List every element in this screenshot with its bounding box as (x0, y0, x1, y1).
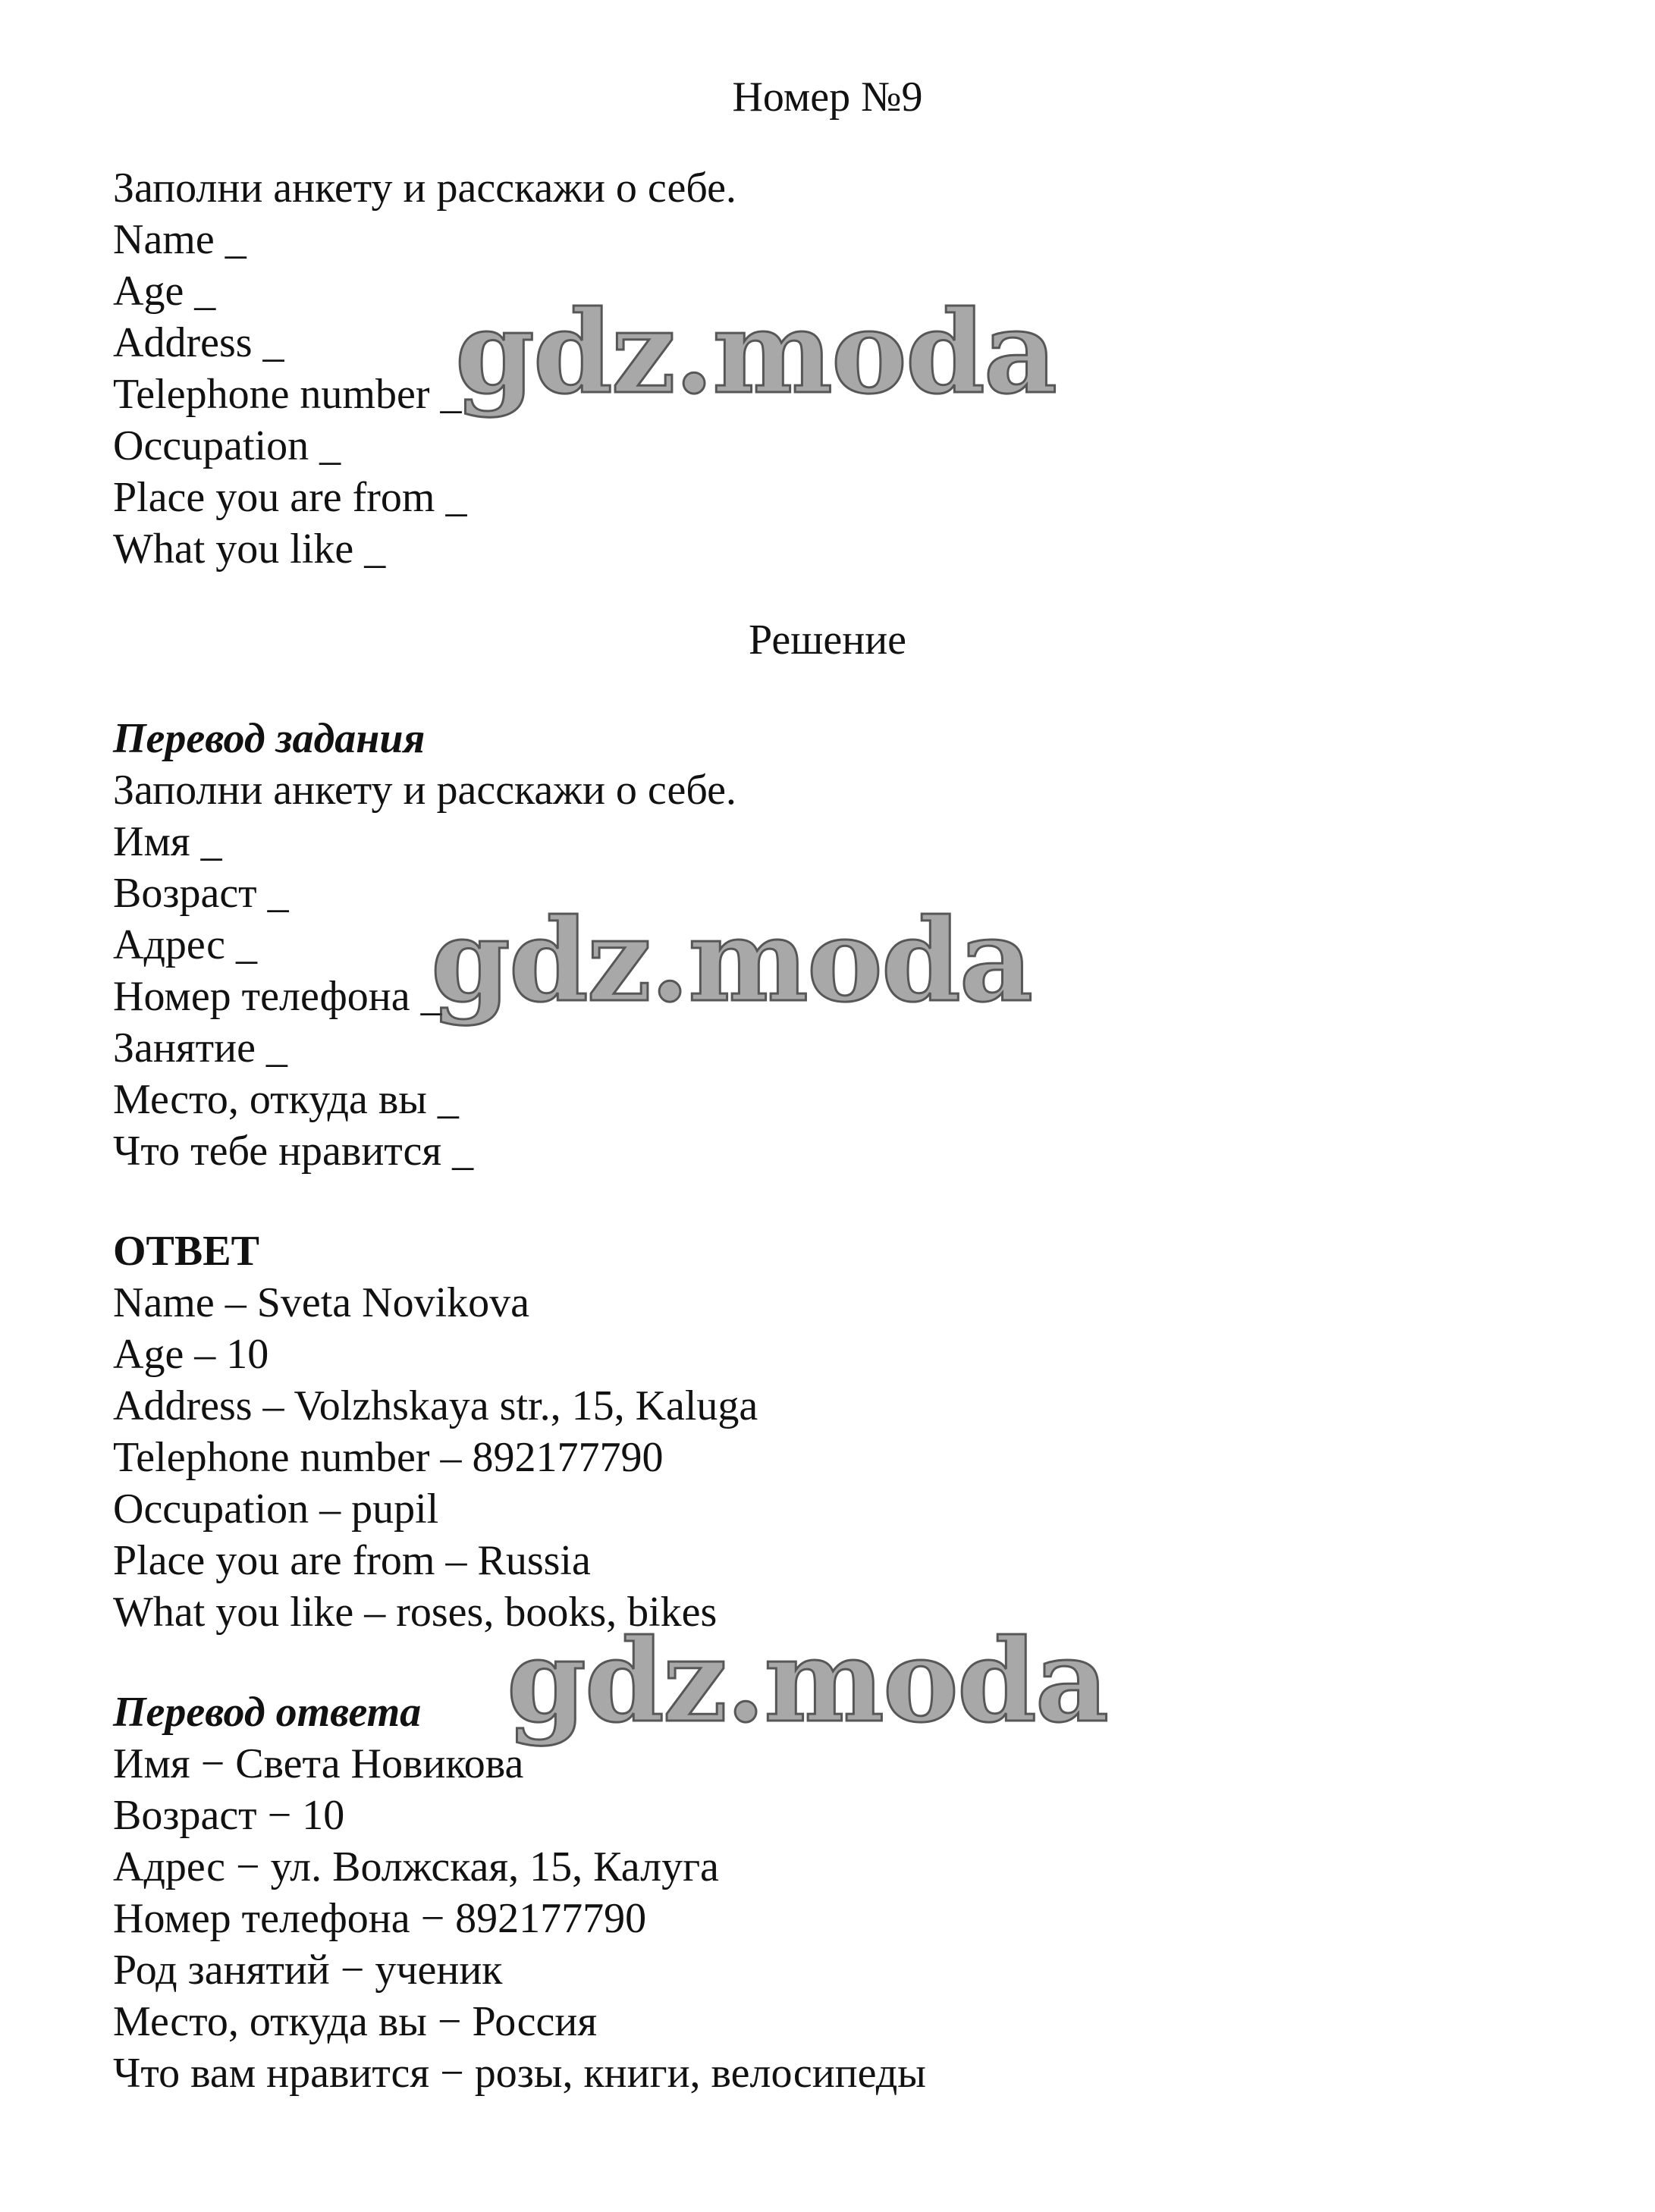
answer-line-age: Age – 10 (113, 1331, 269, 1378)
task-translation-field-place: Место, откуда вы _ (113, 1076, 459, 1123)
watermark-logo: gdz.moda (455, 286, 1057, 419)
task-translation-field-name: Имя _ (113, 818, 222, 865)
task-translation-section (113, 713, 736, 1177)
answer-translation-line-address: Адрес − ул. Волжская, 15, Калуга (113, 1843, 719, 1890)
task-intro: Заполни анкету и расскажи о себе. (113, 165, 736, 212)
task-field-place: Place you are from _ (113, 474, 467, 521)
task-section (113, 162, 736, 575)
task-field-age: Age _ (113, 268, 216, 315)
task-field-name: Name _ (113, 216, 247, 263)
answer-line-address: Address – Volzhskaya str., 15, Kaluga (113, 1382, 758, 1429)
task-field-telephone: Telephone number _ (113, 371, 462, 418)
solution-title: Решение (748, 617, 907, 664)
task-translation-field-likes: Что тебе нравится _ (113, 1128, 474, 1175)
answer-line-place: Place you are from – Russia (113, 1537, 591, 1584)
task-field-likes: What you like _ (113, 526, 386, 573)
answer-translation-line-place: Место, откуда вы − Россия (113, 1998, 598, 2045)
answer-translation-heading: Перевод ответа (113, 1689, 422, 1736)
task-translation-field-address: Адрес _ (113, 921, 258, 968)
answer-translation-line-telephone: Номер телефона − 892177790 (113, 1895, 647, 1942)
answer-translation-line-likes: Что вам нравится − розы, книги, велосипеды (113, 2050, 926, 2097)
task-translation-field-telephone: Номер телефона _ (113, 973, 442, 1020)
answer-line-name: Name – Sveta Novikova (113, 1279, 529, 1326)
task-translation-heading: Перевод задания (113, 715, 426, 762)
answer-heading: ОТВЕТ (113, 1228, 259, 1275)
task-translation-field-age: Возраст _ (113, 870, 289, 917)
answer-translation-line-name: Имя − Света Новикова (113, 1740, 524, 1787)
answer-translation-line-occupation: Род занятий − ученик (113, 1947, 503, 1994)
answer-line-occupation: Occupation – pupil (113, 1486, 439, 1533)
answer-section (113, 1225, 758, 1638)
watermark-logo: gdz.moda (507, 1614, 1108, 1748)
task-field-occupation: Occupation _ (113, 422, 341, 469)
answer-line-likes: What you like – roses, books, bikes (113, 1589, 718, 1636)
task-translation-intro: Заполни анкету и расскажи о себе. (113, 767, 736, 814)
page-title: Номер №9 (732, 74, 923, 121)
task-translation-field-occupation: Занятие _ (113, 1024, 287, 1071)
task-field-address: Address _ (113, 319, 284, 366)
answer-line-telephone: Telephone number – 892177790 (113, 1434, 664, 1481)
watermark-logo: gdz.moda (431, 894, 1032, 1028)
answer-translation-line-age: Возраст − 10 (113, 1792, 345, 1839)
answer-translation-section (113, 1686, 926, 2099)
